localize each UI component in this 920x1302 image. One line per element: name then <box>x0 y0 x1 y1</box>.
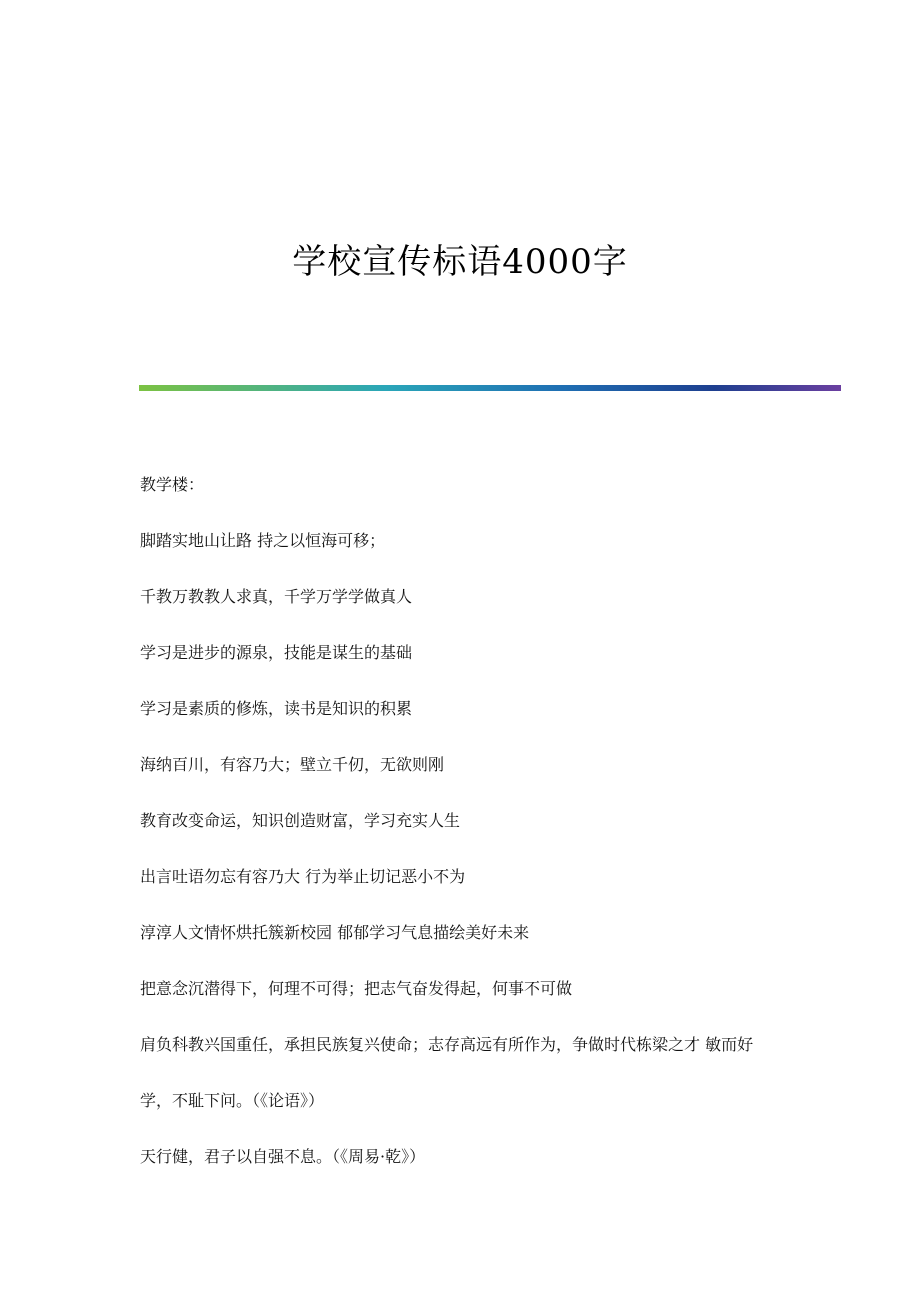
slogan-line: 教育改变命运，知识创造财富，学习充实人生 <box>140 811 461 830</box>
slogan-line: 淳淳人文情怀烘托簇新校园 郁郁学习气息描绘美好未来 <box>140 923 530 942</box>
slogan-line: 学习是素质的修炼，读书是知识的积累 <box>140 699 413 718</box>
slogan-line: 天行健，君子以自强不息。（《周易·乾》） <box>140 1147 426 1166</box>
slogan-line: 出言吐语勿忘有容乃大 行为举止切记恶小不为 <box>140 867 466 886</box>
slogan-line: 海纳百川，有容乃大；壁立千仞，无欲则刚 <box>140 755 445 774</box>
slogan-line: 学习是进步的源泉，技能是谋生的基础 <box>140 643 413 662</box>
title-divider <box>139 385 841 391</box>
slogan-line: 把意念沉潜得下，何理不可得；把志气奋发得起，何事不可做 <box>140 979 573 998</box>
slogan-list <box>140 527 780 1199</box>
document-title: 学校宣传标语4000字 <box>292 241 628 282</box>
slogan-line: 千教万教教人求真，千学万学学做真人 <box>140 587 413 606</box>
slogan-line: 脚踏实地山让路 持之以恒海可移； <box>140 531 386 550</box>
section-heading: 教学楼： <box>140 475 205 494</box>
slogan-line-wrapped: 肩负科教兴国重任，承担民族复兴使命；志存高远有所作为，争做时代栋梁之才 敏而好学，不耻下问。（《论语》） <box>140 1035 754 1110</box>
